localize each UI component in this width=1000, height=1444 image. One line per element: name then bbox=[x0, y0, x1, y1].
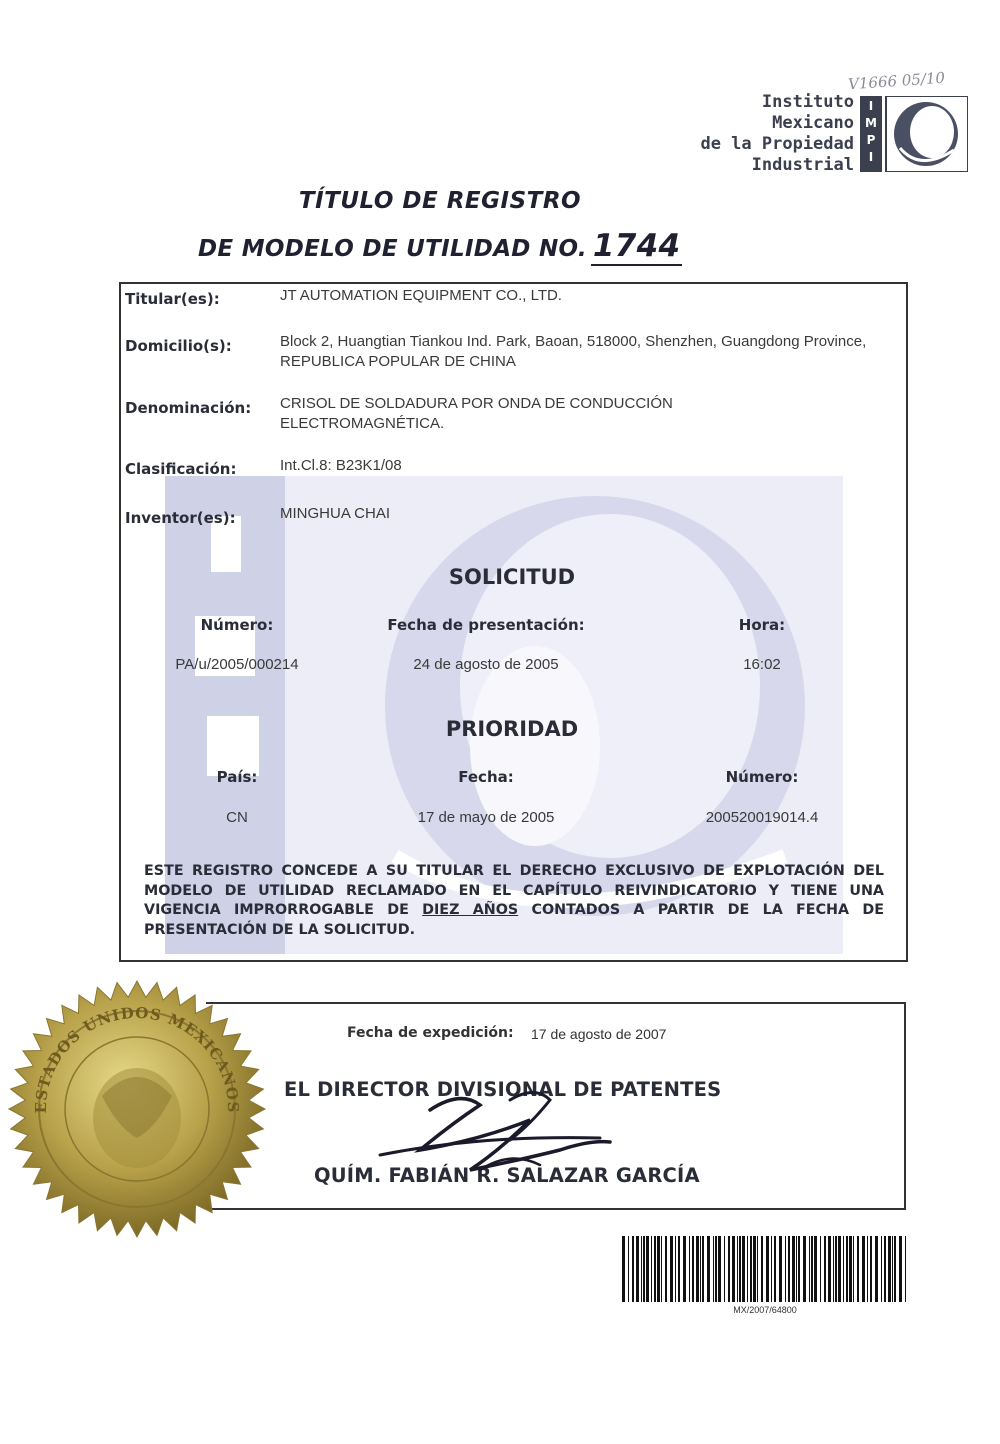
solicitud-fecha-label: Fecha de presentación: bbox=[387, 616, 585, 634]
prioridad-fecha-value: 17 de mayo de 2005 bbox=[417, 809, 555, 826]
gold-seal bbox=[6, 978, 268, 1240]
inventor-value: MINGHUA CHAI bbox=[280, 505, 391, 522]
legal-term: DIEZ AÑOS bbox=[422, 902, 519, 918]
solicitud-hora-label: Hora: bbox=[738, 616, 786, 634]
solicitud-fecha-value: 24 de agosto de 2005 bbox=[413, 656, 559, 673]
expedicion-value: 17 de agosto de 2007 bbox=[531, 1026, 667, 1042]
seal-text: ESTADOS UNIDOS MEXICANOS bbox=[31, 1003, 243, 1114]
clasificacion-value: Int.Cl.8: B23K1/08 bbox=[280, 457, 402, 474]
clasificacion-label: Clasificación: bbox=[125, 460, 237, 478]
barcode-number: MX/2007/64800 bbox=[733, 1305, 797, 1315]
svg-text:IMPI: I M P I bbox=[865, 99, 877, 164]
inventor-label: Inventor(es): bbox=[125, 509, 236, 527]
solicitud-numero-value: PA/u/2005/000214 bbox=[175, 656, 299, 673]
legal-text-before: ESTE REGISTRO CONCEDE A SU TITULAR EL DERECHO EXCLUSIVO DE EXPLOTACIÓN DEL MODELO DE UTILIDAD RECLAMADO EN EL CAPÍTULO REIVINDICATORIO Y TIENE UNA VIGENCIA IMPRORROGABLE DE bbox=[144, 863, 884, 918]
document-title-line-2 bbox=[198, 228, 682, 264]
prioridad-heading: PRIORIDAD bbox=[445, 717, 579, 741]
domicilio-label: Domicilio(s): bbox=[125, 337, 232, 355]
institute-line-2: Mexicano bbox=[772, 113, 854, 133]
institute-line-4: Industrial bbox=[751, 155, 854, 175]
director-title: EL DIRECTOR DIVISIONAL DE PATENTES bbox=[284, 1078, 722, 1101]
registration-number: 1744 bbox=[592, 228, 681, 264]
legal-text-after: CONTADOS A PARTIR DE LA FECHA DE PRESENTACIÓN DE LA SOLICITUD. bbox=[144, 902, 884, 938]
signature bbox=[360, 1080, 630, 1190]
impi-logo bbox=[860, 96, 968, 172]
titular-label: Titular(es): bbox=[125, 290, 220, 308]
barcode bbox=[622, 1236, 908, 1302]
handwritten-note: V1666 05/10 bbox=[847, 68, 946, 94]
solicitud-numero-label: Número: bbox=[200, 616, 274, 634]
solicitud-heading: SOLICITUD bbox=[448, 565, 576, 589]
domicilio-value: Block 2, Huangtian Tiankou Ind. Park, Baoan, 518000, Shenzhen, Guangdong Province, REPUBLICA POPULAR DE CHINA bbox=[280, 333, 867, 370]
institute-name bbox=[700, 92, 854, 176]
institute-line-1: Instituto bbox=[761, 92, 854, 112]
prioridad-pais-value: CN bbox=[226, 809, 248, 826]
prioridad-pais-label: País: bbox=[216, 768, 258, 786]
legal-notice bbox=[144, 862, 884, 940]
prioridad-numero-label: Número: bbox=[725, 768, 799, 786]
signer-name: QUÍM. FABIÁN R. SALAZAR GARCÍA bbox=[314, 1164, 700, 1187]
solicitud-hora-value: 16:02 bbox=[743, 656, 781, 673]
titular-value: JT AUTOMATION EQUIPMENT CO., LTD. bbox=[280, 287, 562, 304]
denominacion-value: CRISOL DE SOLDADURA POR ONDA DE CONDUCCIÓN ELECTROMAGNÉTICA. bbox=[280, 395, 673, 432]
denominacion-label: Denominación: bbox=[125, 399, 252, 417]
institute-line-3: de la Propiedad bbox=[700, 134, 854, 154]
document-title-line-1: TÍTULO DE REGISTRO bbox=[298, 188, 582, 214]
prioridad-fecha-label: Fecha: bbox=[458, 768, 514, 786]
expedicion-label: Fecha de expedición: bbox=[347, 1025, 514, 1041]
prioridad-numero-value: 200520019014.4 bbox=[705, 809, 819, 826]
title-prefix: DE MODELO DE UTILIDAD NO. bbox=[198, 236, 587, 262]
